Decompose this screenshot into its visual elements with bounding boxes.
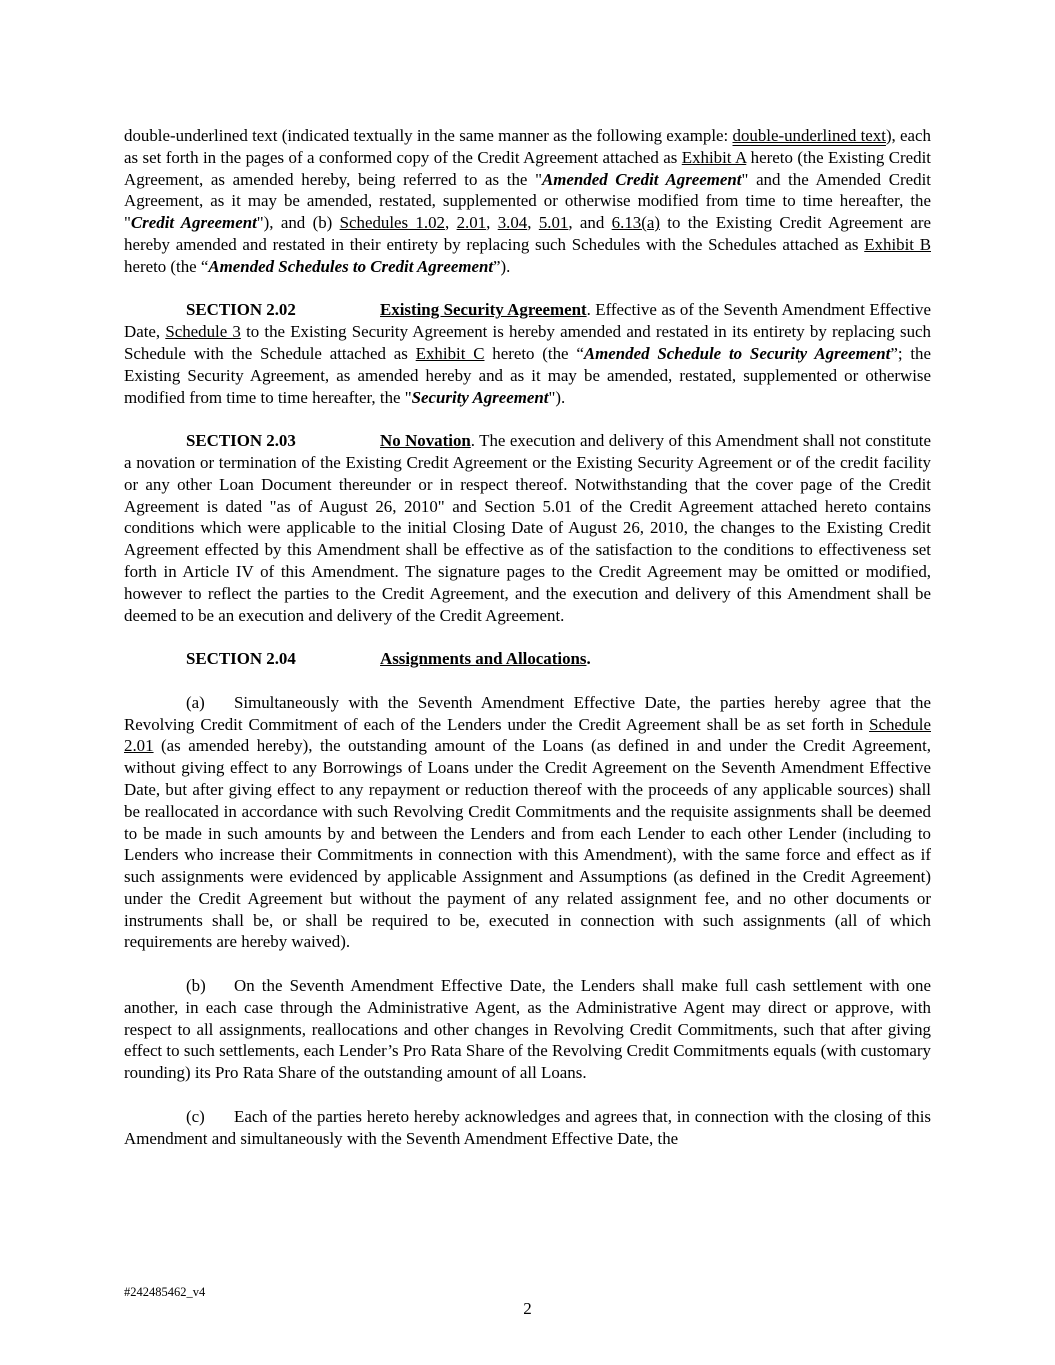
- subsection-b: [124, 975, 931, 1084]
- text-run: hereto (the “: [124, 256, 209, 276]
- exhibit-c-reference: Exhibit C: [415, 343, 485, 363]
- double-underline-example: double-underlined text: [732, 126, 886, 145]
- text-run: ), each as set forth in the pages of a conformed copy of the Credit Agreement attached as: [124, 126, 931, 167]
- text-run: Each of the parties hereto hereby acknowledges and agrees that, in connection with the closing of this Amendment and simultaneously with the Seventh Amendment Effective Date, the: [124, 1106, 931, 1148]
- defined-term: Credit Agreement: [130, 213, 257, 233]
- subsection-a: [124, 692, 931, 954]
- defined-term: Amended Credit Agreement: [541, 169, 742, 189]
- document-body: [124, 125, 931, 1171]
- exhibit-b-reference: Exhibit B: [864, 234, 931, 254]
- text-run: (as amended hereby), the outstanding amount of the Loans (as defined in and under the Credit Agreement, without giving effect to any Borrowings of Loans under the Credit Agreement on the Seventh Amendment Effective Date, but after giving effect to any repayment or reduction thereof with the proceeds of any applicable sources) shall be reallocated in accordance with such Revolving Credit Commitments and the requisite assignments shall be deemed to be made in such amounts by and between the Lenders and from each Lender to each other Lender (including to Lenders who increase their Commitments in connection with this Amendment), with the same force and effect as if such assignments were evidenced by applicable Assignment and Assumptions (as defined in the Credit Agreement) under the Credit Agreement but without the payment of any related assignment fee, and no other documents or instruments shall be, or shall be required to be, executed in connection with such assignments (all of which requirements are hereby waived).: [124, 736, 931, 952]
- defined-term: Amended Schedule to Security Agreement: [583, 343, 891, 363]
- section-title: No Novation: [380, 431, 471, 451]
- schedule-reference: Schedule 3: [165, 322, 241, 342]
- subsection-c: [124, 1106, 931, 1150]
- text-run: ,: [445, 213, 457, 233]
- text-run: , and: [568, 213, 612, 233]
- continued-paragraph: [124, 125, 931, 278]
- text-run: hereto (the Existing Credit Agreement, as amended hereby, being referred to as the ": [124, 147, 931, 189]
- text-run: ,: [527, 213, 539, 233]
- text-run: ”).: [493, 256, 511, 276]
- schedule-reference: 6.13(a): [611, 213, 660, 233]
- document-id: #242485462_v4: [124, 1285, 206, 1299]
- text-run: Simultaneously with the Seventh Amendment Effective Date, the parties hereby agree that the Revolving Credit Commitment of each of the Lenders under the Credit Agreement shall be as set forth in: [124, 692, 931, 734]
- section-2-04-heading: [124, 648, 931, 670]
- exhibit-a-reference: Exhibit A: [681, 147, 747, 167]
- subsection-label: (a): [186, 692, 205, 712]
- section-number: SECTION 2.04: [186, 649, 296, 669]
- defined-term: Security Agreement: [411, 387, 549, 407]
- text-run: ").: [548, 387, 566, 407]
- text-run: " and the Amended Credit Agreement, as it may be amended, restated, supplemented or otherwise modified from time to time hereafter, the ": [124, 169, 932, 233]
- text-run: ,: [486, 213, 498, 233]
- section-number: SECTION 2.03: [186, 431, 296, 451]
- text-run: . The execution and delivery of this Amendment shall not constitute a novation or termination of the Existing Credit Agreement or the Existing Security Agreement or of the credit facility or any other Loan Document thereunder or in respect thereof. Notwithstanding that the cover page of the Credit Agreement is dated "as of August 26, 2010" and Section 5.01 of the Credit Agreement attached hereto contains conditions which were applicable to the initial Closing Date of August 26, 2010, the changes to the Existing Credit Agreement effected by this Amendment shall be effective as of the satisfaction to the conditions to effectiveness set forth in Article IV of this Amendment. The signature pages to the Credit Agreement may be omitted or modified, however to reflect the parties to the Credit Agreement, and the execution and delivery of this Amendment shall be deemed to be an execution and delivery of the Credit Agreement.: [124, 431, 931, 625]
- text-run: double-underlined text (indicated textually in the same manner as the following example:: [124, 126, 733, 145]
- schedule-reference: Schedules 1.02: [339, 213, 445, 233]
- schedule-reference: 5.01: [538, 213, 569, 233]
- schedule-reference: 2.01: [456, 213, 487, 233]
- defined-term: Amended Schedules to Credit Agreement: [208, 256, 494, 276]
- text-run: On the Seventh Amendment Effective Date, the Lenders shall make full cash settlement with one another, in each case through the Administrative Agent, as the Administrative Agent may direct or approve, with respect to all assignments, reallocations and other changes in Revolving Credit Commitments, such that after giving effect to such settlements, each Lender’s Pro Rata Share of the Revolving Credit Commitments equals (with customary rounding) its Pro Rata Share of the outstanding amount of all Loans.: [124, 976, 931, 1083]
- text-run: ”; the Existing Security Agreement, as amended hereby and as it may be amended, restated, supplemented or otherwise modified from time to time hereafter, the ": [124, 343, 931, 407]
- page-number: 2: [523, 1299, 532, 1318]
- subsection-label: (c): [186, 1106, 205, 1126]
- text-run: . Effective as of the Seventh Amendment Effective Date,: [124, 300, 931, 342]
- text-run: hereto (the “: [484, 343, 584, 363]
- text-run: .: [586, 649, 591, 669]
- section-2-02: [124, 299, 931, 408]
- schedule-reference: Schedule 2.01: [124, 714, 931, 756]
- subsection-label: (b): [186, 976, 206, 996]
- text-run: to the Existing Credit Agreement are hereby amended and restated in their entirety by replacing such Schedules with the Schedules attached as: [124, 213, 931, 254]
- section-2-03: [124, 430, 931, 626]
- section-title: Assignments and Allocations: [380, 649, 587, 669]
- text-run: to the Existing Security Agreement is hereby amended and restated in its entirety by replacing such Schedule with the Schedule attached as: [124, 322, 931, 363]
- section-title: Existing Security Agreement: [380, 300, 587, 320]
- schedule-reference: 3.04: [497, 213, 528, 233]
- text-run: "), and (b): [256, 213, 340, 233]
- section-number: SECTION 2.02: [186, 300, 296, 320]
